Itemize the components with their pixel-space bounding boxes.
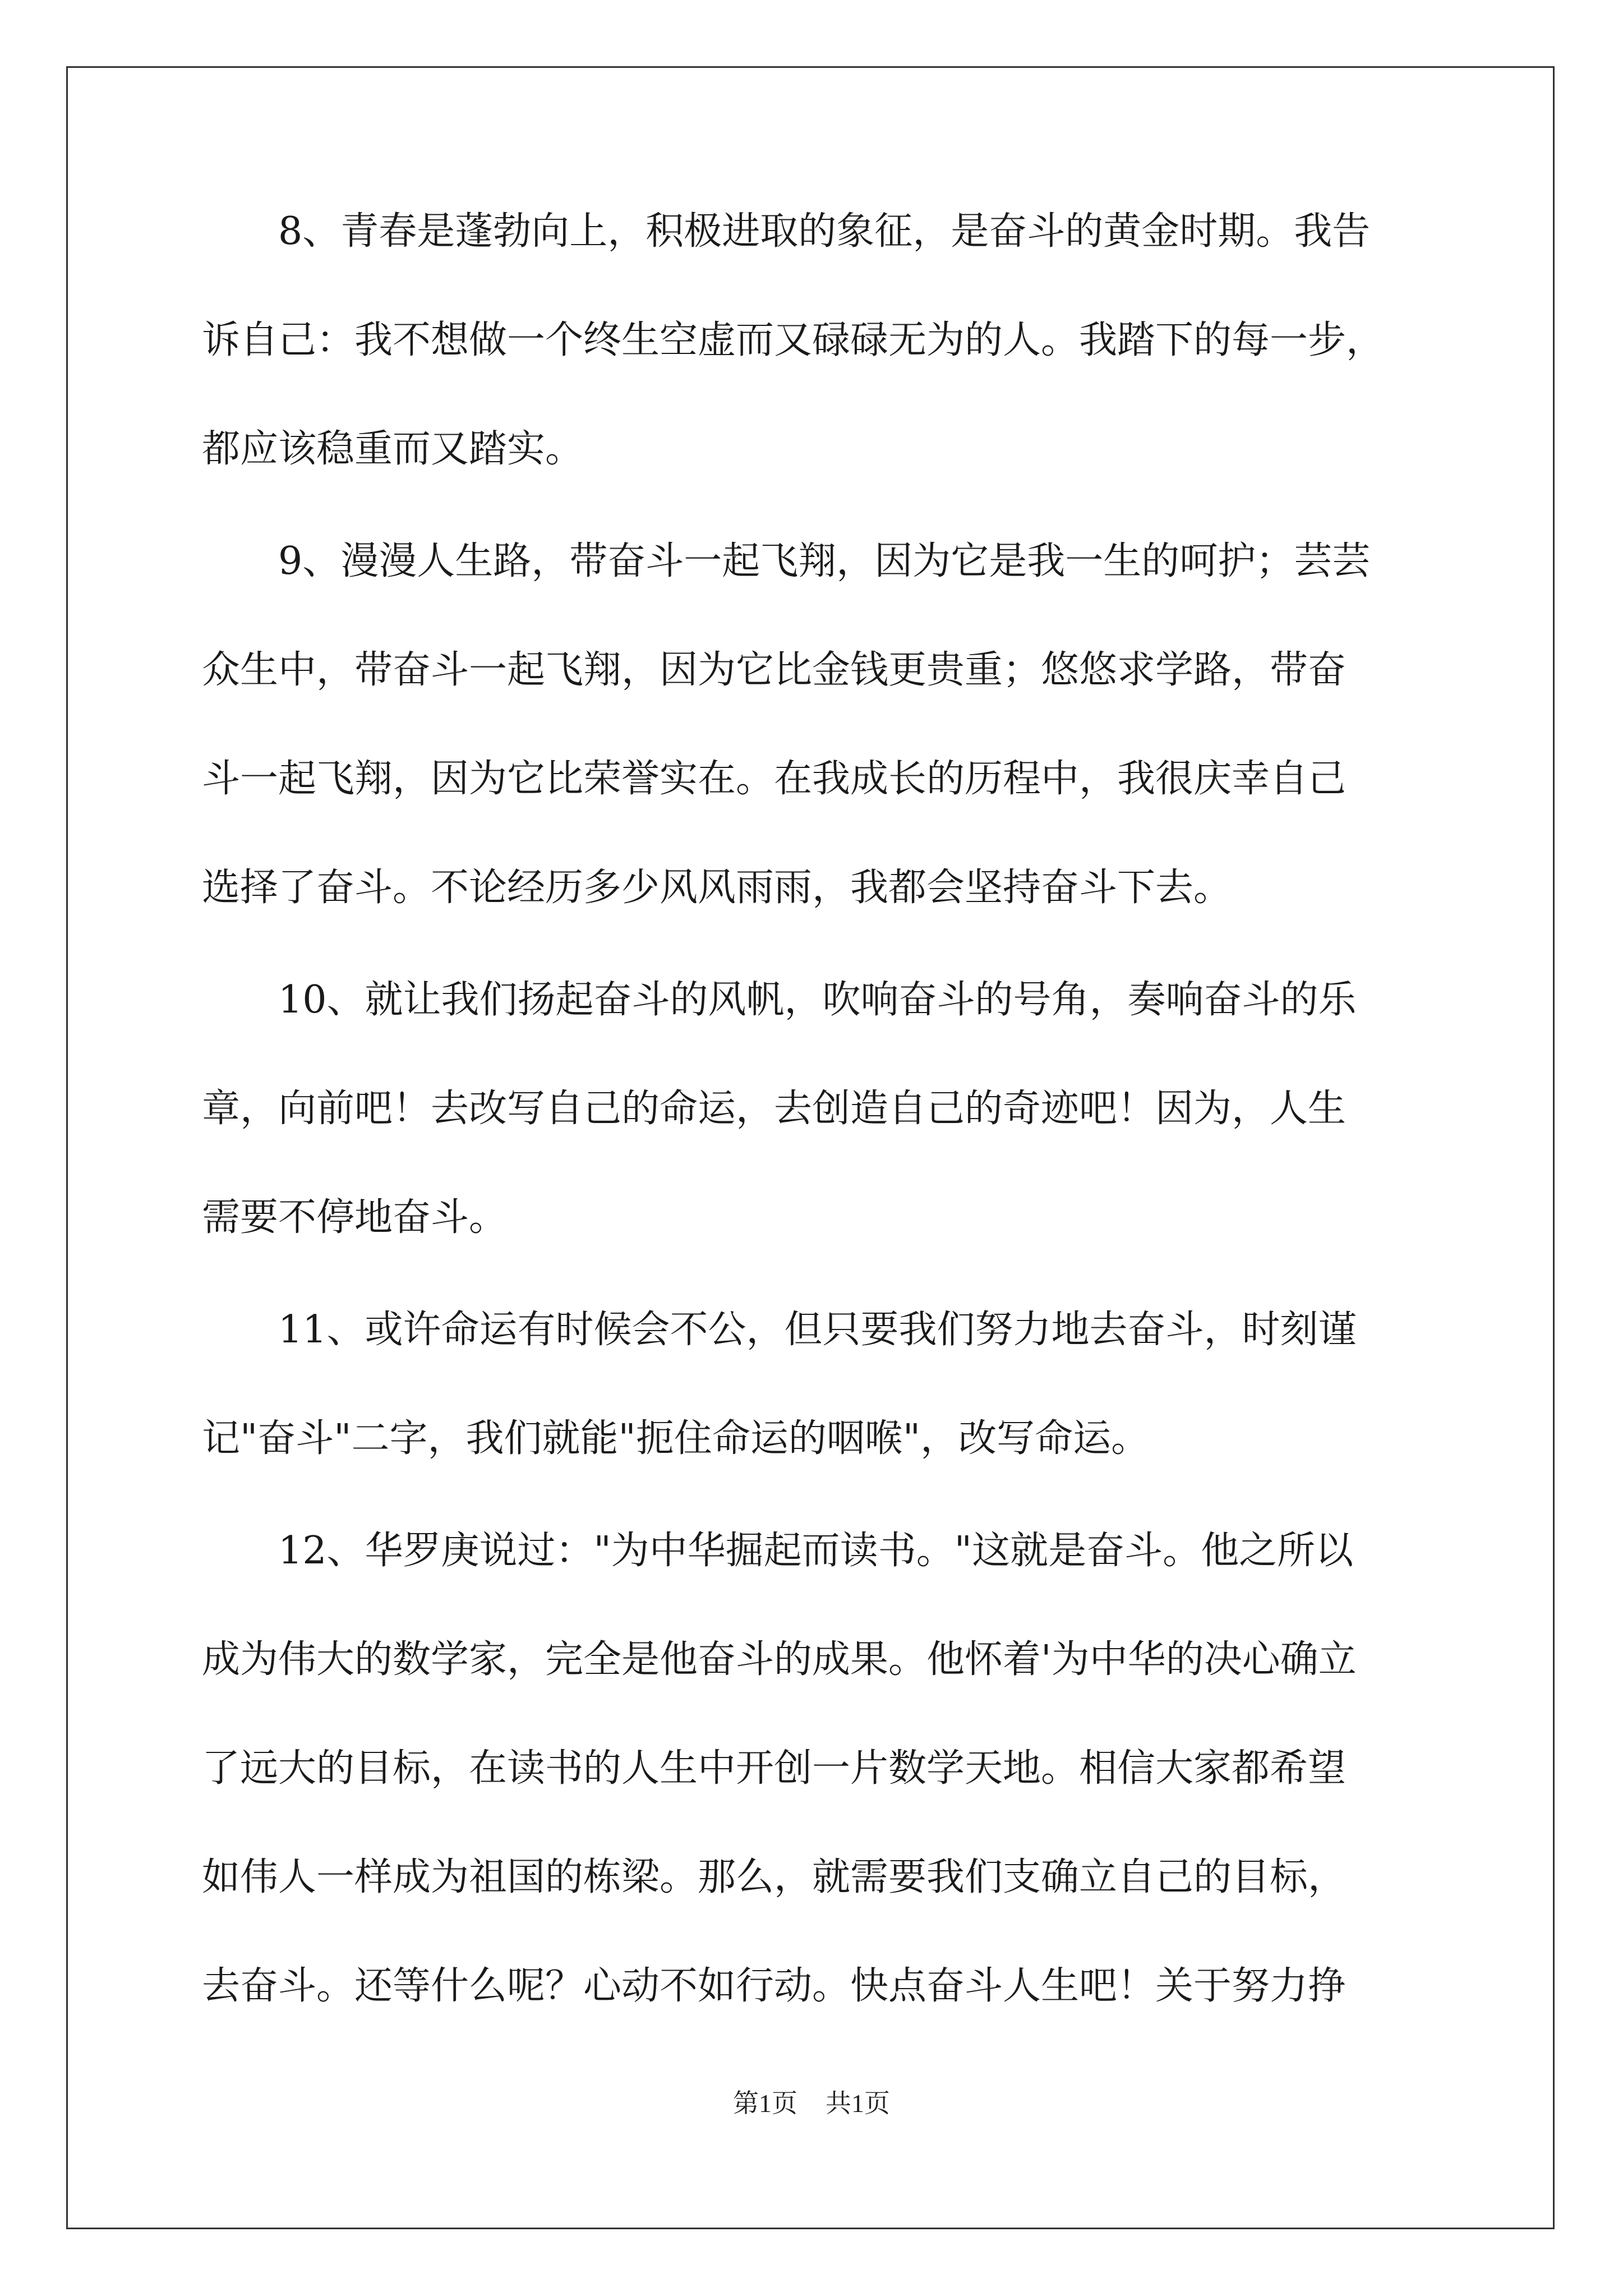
- paragraph-10: [202, 973, 1424, 1245]
- page-number: 第1页: [733, 2089, 797, 2118]
- text-line: 成为伟大的数学家，完全是他奋斗的成果。他怀着'为中华的决心确立: [202, 1637, 1357, 1682]
- text-line: 12、华罗庚说过："为中华掘起而读书。"这就是奋斗。他之所以: [202, 1529, 1354, 1573]
- text-line: 去奋斗。还等什么呢？心动不如行动。快点奋斗人生吧！关于努力挣: [202, 1964, 1347, 2008]
- text-line: 10、就让我们扬起奋斗的风帆，吹响奋斗的号角，奏响奋斗的乐: [202, 978, 1357, 1022]
- text-line: 了远大的目标，在读书的人生中开创一片数学天地。相信大家都希望: [202, 1746, 1347, 1791]
- text-line: 11、或许命运有时候会不公，但只要我们努力地去奋斗，时刻谨: [202, 1308, 1357, 1352]
- text-line: 记"奋斗"二字，我们就能"扼住命运的咽喉"，改写命运。: [202, 1416, 1150, 1461]
- paragraph-9: [202, 535, 1424, 915]
- page-total: 共1页: [826, 2089, 890, 2118]
- paragraph-11: [202, 1303, 1424, 1466]
- page-footer: [0, 2087, 1623, 2120]
- text-line: 都应该稳重而又踏实。: [202, 427, 584, 471]
- text-line: 诉自己：我不想做一个终生空虚而又碌碌无为的人。我踏下的每一步，: [202, 318, 1385, 362]
- text-line: 8、青春是蓬勃向上，积极进取的象征，是奋斗的黄金时期。我告: [202, 209, 1371, 254]
- text-line: 斗一起飞翔，因为它比荣誉实在。在我成长的历程中，我很庆幸自己: [202, 757, 1347, 801]
- paragraph-8: [202, 205, 1424, 476]
- paragraph-12: [202, 1524, 1424, 2013]
- text-line: 9、漫漫人生路，带奋斗一起飞翔，因为它是我一生的呵护；芸芸: [202, 539, 1371, 583]
- text-line: 需要不停地奋斗。: [202, 1195, 508, 1240]
- text-line: 章，向前吧！去改写自己的命运，去创造自己的奇迹吧！因为，人生: [202, 1087, 1347, 1131]
- text-line: 众生中，带奋斗一起飞翔，因为它比金钱更贵重；悠悠求学路，带奋: [202, 648, 1347, 692]
- document-body: [202, 205, 1424, 2013]
- text-line: 如伟人一样成为祖国的栋梁。那么，就需要我们支确立自己的目标，: [202, 1855, 1347, 1899]
- text-line: 选择了奋斗。不论经历多少风风雨雨，我都会坚持奋斗下去。: [202, 866, 1232, 910]
